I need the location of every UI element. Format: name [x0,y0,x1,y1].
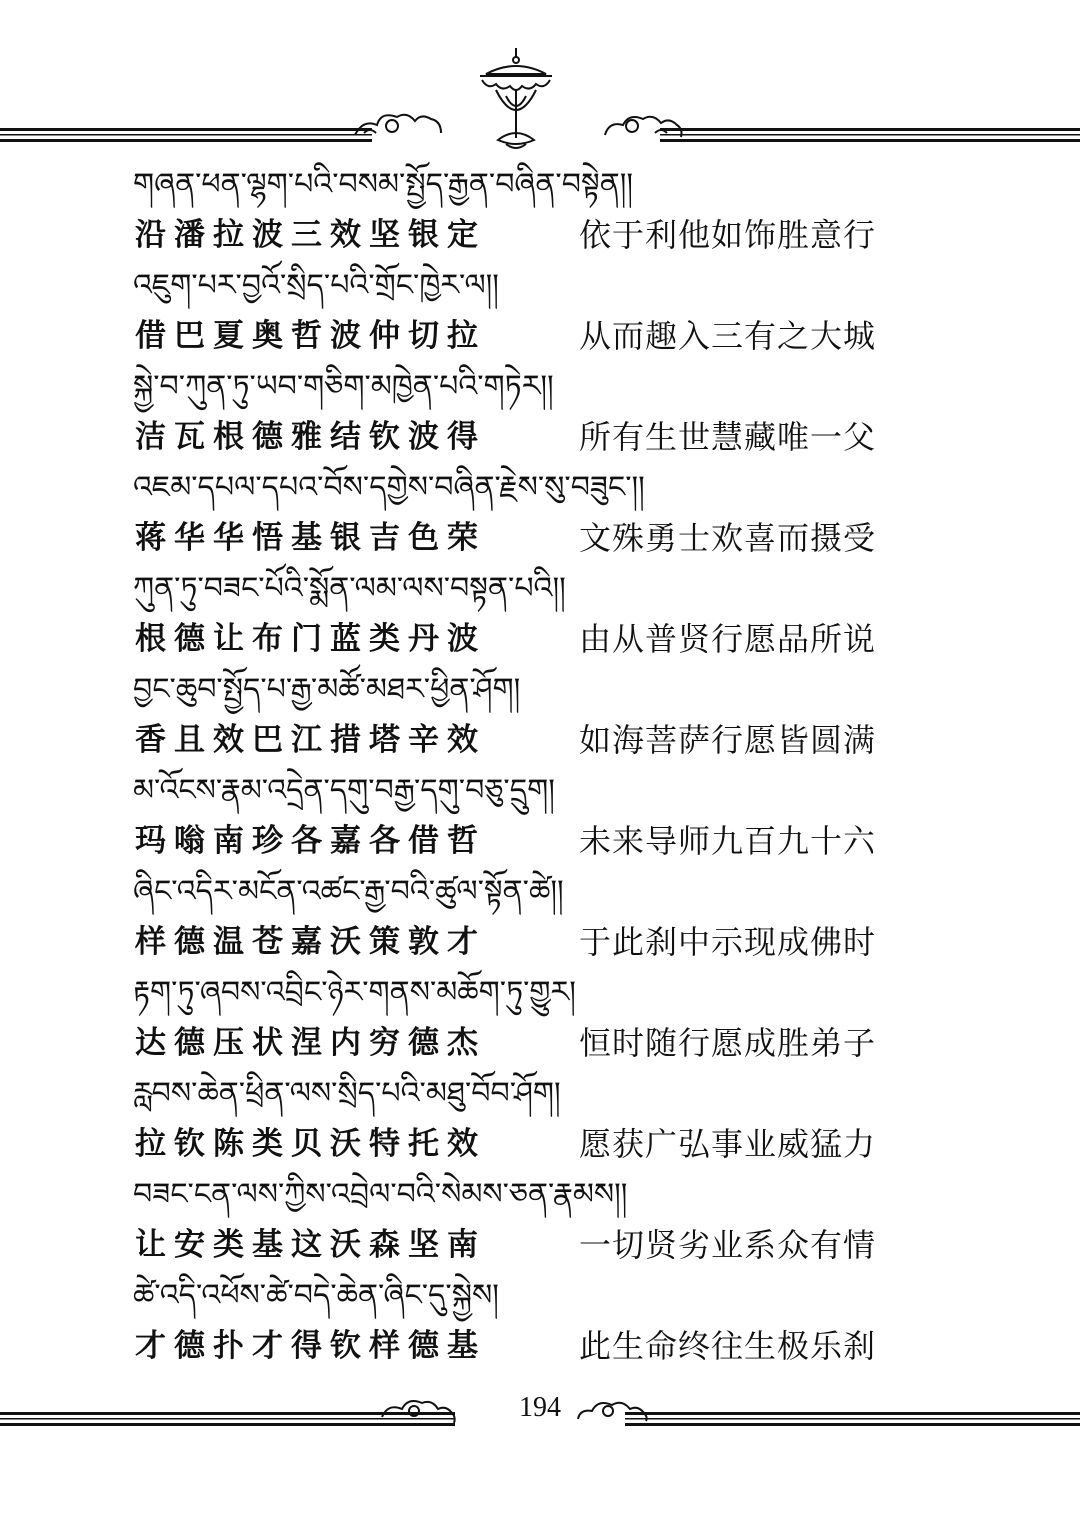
phonetic-text: 让安类基这沃森坚南 [135,1227,486,1263]
translation-text: 一切贤劣业系众有情 [579,1226,877,1264]
phonetic-text: 香且效巴江措塔辛效 [135,722,486,758]
translation-text: 所有生世慧藏唯一父 [579,418,877,456]
verse-line [133,968,893,1069]
page-number: 194 [519,1392,561,1423]
phonetic-text: 才德扑才得钦样德基 [135,1328,486,1364]
tibetan-text: རྟག་ཏུ་ཞབས་འབྲིང་ཉེར་གནས་མཆོག་ཏུ་གྱུར། [133,975,576,1010]
translation-text: 如海菩萨行愿皆圆满 [579,721,877,759]
phonetic-text: 达德压状涅内穷德杰 [135,1025,486,1061]
translation-text: 恒时随行愿成胜弟子 [579,1024,877,1062]
tibetan-text: མ་འོངས་རྣམ་འདྲེན་དགུ་བརྒྱ་དགུ་བཅུ་དྲུག། [133,773,555,808]
phonetic-text: 玛嗡南珍各嘉各借哲 [135,823,486,859]
header-rule-right [660,128,1080,142]
tibetan-text: སྐྱེ་བ་ཀུན་ཏུ་ཡབ་གཅིག་མཁྱེན་པའི་གཏེར།། [133,369,554,404]
translation-text: 于此刹中示现成佛时 [579,923,877,961]
header-rule-left [0,128,372,142]
tibetan-text: བཟང་ངན་ལས་ཀྱིས་འབྲེལ་བའི་སེམས་ཅན་རྣམས།། [133,1177,628,1212]
translation-text: 由从普贤行愿品所说 [579,620,877,658]
tibetan-text: ཀུན་ཏུ་བཟང་པོའི་སྨོན་ལམ་ལས་བསྟན་པའི།། [133,571,566,606]
tibetan-text: བྱང་ཆུབ་སྤྱོད་པ་རྒྱ་མཚོ་མཐར་ཕྱིན་ཤོག། [133,672,521,707]
tibetan-text: འཇམ་དཔལ་དཔའ་བོས་དགྱེས་བཞིན་རྗེས་སུ་བཟུང་།། [133,470,645,505]
footer-rule-right [625,1412,1080,1426]
tibetan-text: འཇུག་པར་བྱའོ་སྲིད་པའི་གྲོང་ཁྱེར་ལ།། [133,268,499,303]
verse-list [133,160,893,1372]
verse-line [133,362,893,463]
tibetan-text: ཚེ་འདི་འཕོས་ཚེ་བདེ་ཆེན་ཞིང་དུ་སྐྱེས། [133,1278,499,1313]
verse-line [133,665,893,766]
phonetic-text: 洁瓦根德雅结钦波得 [135,419,486,455]
tibetan-text: རླབས་ཆེན་ཕྲིན་ལས་སྲིད་པའི་མཐུ་བོབ་ཤོག། [133,1076,561,1111]
verse-line [133,867,893,968]
phonetic-text: 借巴夏奥哲波仲切拉 [135,318,486,354]
verse-line [133,564,893,665]
verse-line [133,463,893,564]
phonetic-text: 沿潘拉波三效坚银定 [135,217,486,253]
verse-line [133,1271,893,1372]
translation-text: 文殊勇士欢喜而摄受 [579,519,877,557]
phonetic-text: 拉钦陈类贝沃特托效 [135,1126,486,1162]
verse-line [133,261,893,362]
phonetic-text: 蒋华华悟基银吉色荣 [135,520,486,556]
footer-rule-left [0,1412,455,1426]
tibetan-text: ཞིང་འདིར་མངོན་འཚང་རྒྱ་བའི་ཚུལ་སྟོན་ཚེ།། [133,874,564,909]
header-ornament [0,40,1080,160]
verse-line [133,1069,893,1170]
verse-line [133,160,893,261]
translation-text: 从而趣入三有之大城 [579,317,877,355]
translation-text: 愿获广弘事业威猛力 [579,1125,877,1163]
tibetan-text: གཞན་ཕན་ལྷག་པའི་བསམ་སྤྱོད་རྒྱན་བཞིན་བསྟེན།། [133,167,634,202]
phonetic-text: 根德让布门蓝类丹波 [135,621,486,657]
parasol-emblem-icon [480,48,552,148]
cloud-scroll-icon [605,117,682,137]
verse-line [133,766,893,867]
translation-text: 此生命终往生极乐刹 [579,1327,877,1365]
cloud-scroll-icon [355,115,441,135]
translation-text: 依于利他如饰胜意行 [579,216,877,254]
verse-line [133,1170,893,1271]
translation-text: 未来导师九百九十六 [579,822,877,860]
phonetic-text: 样德温苍嘉沃策敦才 [135,924,486,960]
